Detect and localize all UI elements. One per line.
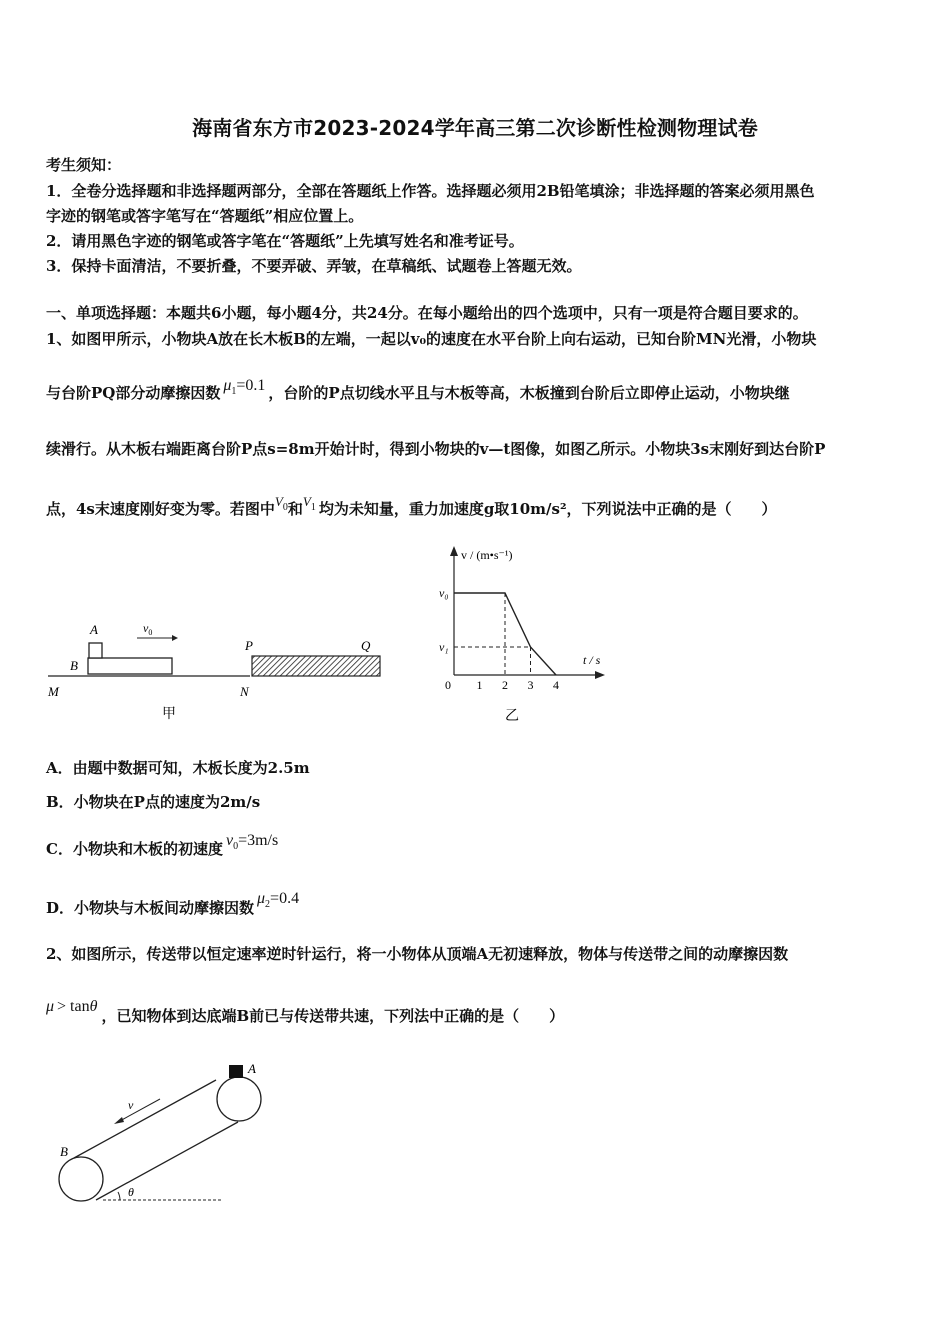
step-pq — [252, 656, 380, 676]
y-axis-label: v / (m•s⁻¹) — [461, 548, 513, 562]
mu1-value: =0.1 — [236, 377, 266, 394]
page-title: 海南省东方市2023-2024学年高三第二次诊断性检测物理试卷 — [192, 116, 758, 140]
tick-v1: v₁ — [439, 640, 449, 654]
notice-item-2: 2．请用黑色字迹的钢笔或答字笔在“答题纸”上先填写姓名和准考证号。 — [46, 232, 524, 250]
belt-velocity-arrow — [118, 1099, 160, 1122]
x-tick-2: 2 — [502, 678, 508, 692]
notice-item-3: 3．保持卡面清洁，不要折叠，不要弄破、弄皱，在草稿纸、试题卷上答题无效。 — [46, 257, 582, 275]
q1-line4-post: 均为未知量，重力加速度g取10m/s²，下列说法中正确的是（ ） — [318, 500, 777, 518]
angle-arc — [118, 1192, 120, 1200]
figure-conveyor — [48, 1055, 288, 1215]
v0-symbol: V — [274, 494, 283, 509]
q1-line4-mid: 和 — [287, 500, 303, 518]
board-b — [88, 658, 172, 674]
q1-option-d[interactable] — [46, 890, 300, 920]
figure-yi — [425, 540, 625, 730]
tick-v0: v₀ — [439, 586, 449, 600]
q1-line3: 续滑行。从木板右端距离台阶P点s=8m开始计时，得到小物块的v—t图像，如图乙所示。小物块3s末刚好到达台阶P — [46, 440, 826, 458]
object-a — [229, 1065, 243, 1078]
q1-line4-pre: 点，4s末速度刚好变为零。若图中 — [46, 500, 275, 518]
label-m: M — [48, 684, 59, 699]
caption-jia: 甲 — [162, 707, 176, 722]
option-d-symbol: μ — [257, 890, 266, 907]
option-d-formula — [254, 890, 300, 910]
bottom-roller — [59, 1157, 103, 1201]
top-roller — [217, 1077, 261, 1121]
y-axis-arrow — [450, 546, 458, 556]
label-b: B — [70, 658, 78, 673]
x-tick-0: 0 — [445, 678, 451, 692]
label-b: B — [60, 1144, 68, 1159]
mu1-formula — [220, 377, 268, 397]
q2-line1: 2、如图所示，传送带以恒定速率逆时针运行，将一小物体从顶端A无初速释放，物体与传送带之间的动摩擦因数 — [46, 945, 789, 963]
option-c-value: =3m/s — [238, 832, 279, 849]
x-tick-labels — [445, 678, 559, 692]
label-q: Q — [361, 638, 371, 653]
q2-line2-text: ，已知物体到达底端B前已与传送带共速，下列法中正确的是（ ） — [101, 1007, 565, 1025]
label-n: N — [240, 684, 249, 699]
q2-line2 — [46, 998, 565, 1026]
x-tick-4: 4 — [553, 678, 559, 692]
notice-item-1-cont: 字迹的钢笔或答字笔写在“答题纸”相应位置上。 — [46, 207, 364, 225]
q1-line1: 1、如图甲所示，小物块A放在长木板B的左端，一起以v₀的速度在水平台阶上向右运动，已知台阶MN光滑，小物块 — [46, 330, 817, 348]
cond-tan: > tan — [57, 998, 90, 1015]
belt-velocity-arrowhead — [114, 1117, 124, 1124]
section-heading: 一、单项选择题：本题共6小题，每小题4分，共24分。在每小题给出的四个选项中，只有一项是符合题目要求的。 — [46, 304, 808, 322]
label-a: A — [90, 622, 98, 637]
q1-option-a[interactable]: A．由题中数据可知，木板长度为2.5m — [46, 759, 310, 777]
x-tick-3: 3 — [527, 678, 534, 692]
x-tick-1: 1 — [476, 678, 483, 692]
mu1-sub: 1 — [231, 386, 237, 397]
q1-line4 — [46, 494, 777, 521]
q1-option-d-text: D．小物块与木板间动摩擦因数 — [46, 899, 255, 917]
block-a — [89, 643, 102, 658]
q1-option-c[interactable] — [46, 832, 279, 861]
v1-sub: 1 — [310, 502, 316, 513]
caption-yi: 乙 — [505, 709, 519, 724]
v1-formula — [302, 494, 319, 513]
figure-jia — [40, 610, 390, 730]
cond-theta: θ — [89, 998, 98, 1015]
v0-formula — [274, 494, 288, 513]
label-theta: θ — [128, 1185, 134, 1199]
q1-line2-pre: 与台阶PQ部分动摩擦因数 — [46, 384, 221, 402]
q1-line2-post: ，台阶的P点切线水平且与木板等高，木板撞到台阶后立即停止运动，小物块继 — [268, 384, 790, 402]
label-v: v — [128, 1098, 134, 1112]
option-d-sub: 2 — [265, 899, 271, 910]
option-c-symbol: v — [225, 832, 234, 849]
q2-condition — [46, 998, 101, 1015]
v1-symbol: V — [302, 494, 311, 509]
label-v0: $v_0$ — [143, 621, 153, 637]
q1-option-b[interactable]: B．小物块在P点的速度为2m/s — [46, 793, 261, 811]
x-axis-label: t / s — [583, 653, 601, 667]
velocity-arrowhead — [172, 635, 178, 641]
option-c-sub: 0 — [233, 841, 239, 852]
label-p: P — [245, 638, 253, 653]
x-axis-arrow — [595, 671, 605, 679]
notice-heading: 考生须知： — [46, 156, 122, 174]
option-d-value: =0.4 — [270, 890, 300, 907]
v0-sub: 0 — [282, 502, 288, 513]
cond-mu: μ — [46, 998, 55, 1015]
mu1-symbol: μ — [223, 377, 232, 394]
option-c-formula — [223, 832, 279, 852]
vt-curve — [454, 593, 556, 675]
notice-item-1: 1．全卷分选择题和非选择题两部分，全部在答题纸上作答。选择题必须用2B铅笔填涂；非选择题的答案必须用黑色 — [46, 182, 815, 200]
q1-line2 — [46, 377, 790, 405]
label-a: A — [248, 1061, 256, 1076]
q1-option-c-text: C．小物块和木板的初速度 — [46, 840, 223, 858]
